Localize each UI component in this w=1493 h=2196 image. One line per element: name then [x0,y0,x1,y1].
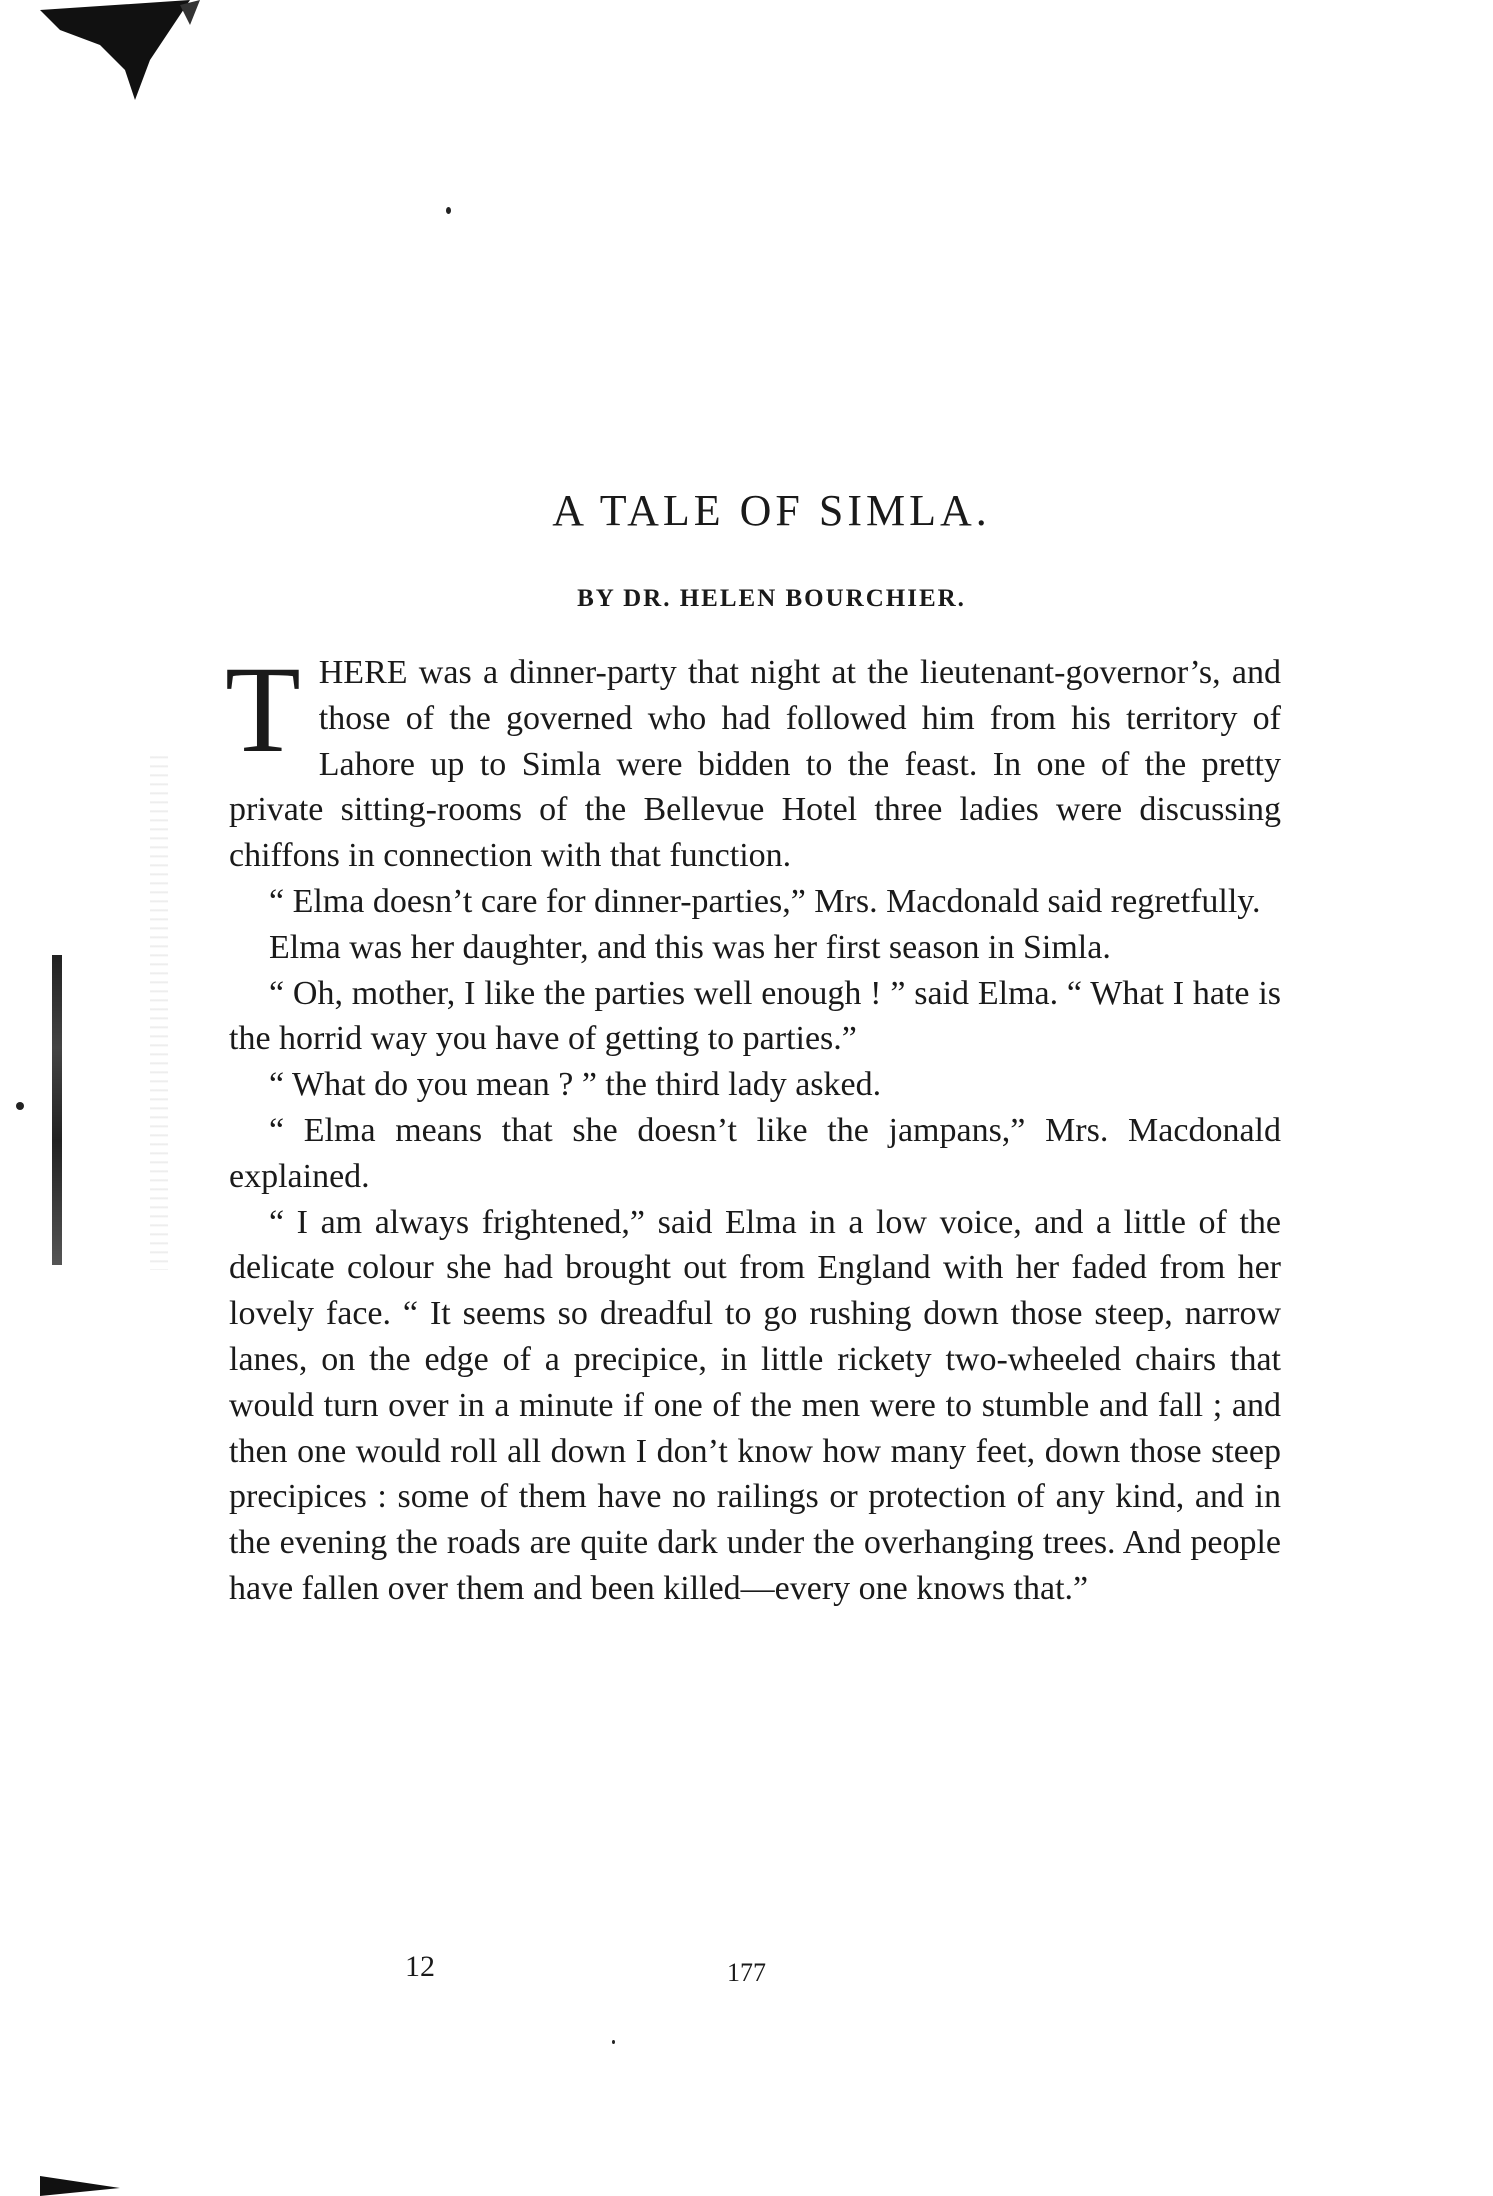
paragraph: Elma was her daughter, and this was her first season in Simla. [269,928,1111,966]
paragraph-text: HERE was a dinner-party that night at the lieutenant-governor’s, and those of the governed who had followed him from his territory of Lahore up to Simla were bidden to the feast. In one of the pretty private sitting-rooms of the Bellevue Hotel three ladies were discussing chiffons in connection with that function. [229,654,1281,875]
article-byline: BY DR. HELEN BOURCHIER. [577,585,966,612]
paragraph: “ What do you mean ? ” the third lady asked. [269,1066,882,1104]
ink-speck [612,2040,615,2044]
paragraph [225,641,1281,879]
paragraph: “ Oh, mother, I like the parties well enough ! ” said Elma. “ What I hate is the horrid way you have of getting to parties.” [229,974,1281,1058]
margin-arrow-mark [40,2168,120,2196]
drop-cap: T [225,641,301,778]
ink-blot-corner [40,0,200,110]
signature-mark: 12 [405,1950,435,1983]
paragraph: “ I am always frightened,” said Elma in a low voice, and a little of the delicate colour she had brought out from England with her faded from her lovely face. “ It seems so dreadful to go rushing down those steep, narrow lanes, on the edge of a precipice, in little rickety two-wheeled chairs that would turn over in a minute if one of the men were to stumble and fall ; and then one would roll all down I don’t know how many feet, down those steep precipices : some of them have no railings or protection of any kind, and in the evening the roads are quite dark under the overhanging trees. And people have fallen over them and been killed—every one knows that.” [229,1203,1281,1607]
ink-speck [446,207,451,214]
page-number: 177 [727,1958,766,1987]
article-title: A TALE OF SIMLA. [552,486,991,535]
paragraph: “ Elma doesn’t care for dinner-parties,” Mrs. Macdonald said regretfully. [269,882,1261,920]
margin-dot [16,1102,24,1110]
paragraph: “ Elma means that she doesn’t like the jampans,” Mrs. Macdonald explained. [229,1111,1281,1195]
binding-shadow [150,750,168,1270]
article-body [225,641,1281,1612]
margin-ink-mark [52,955,62,1265]
